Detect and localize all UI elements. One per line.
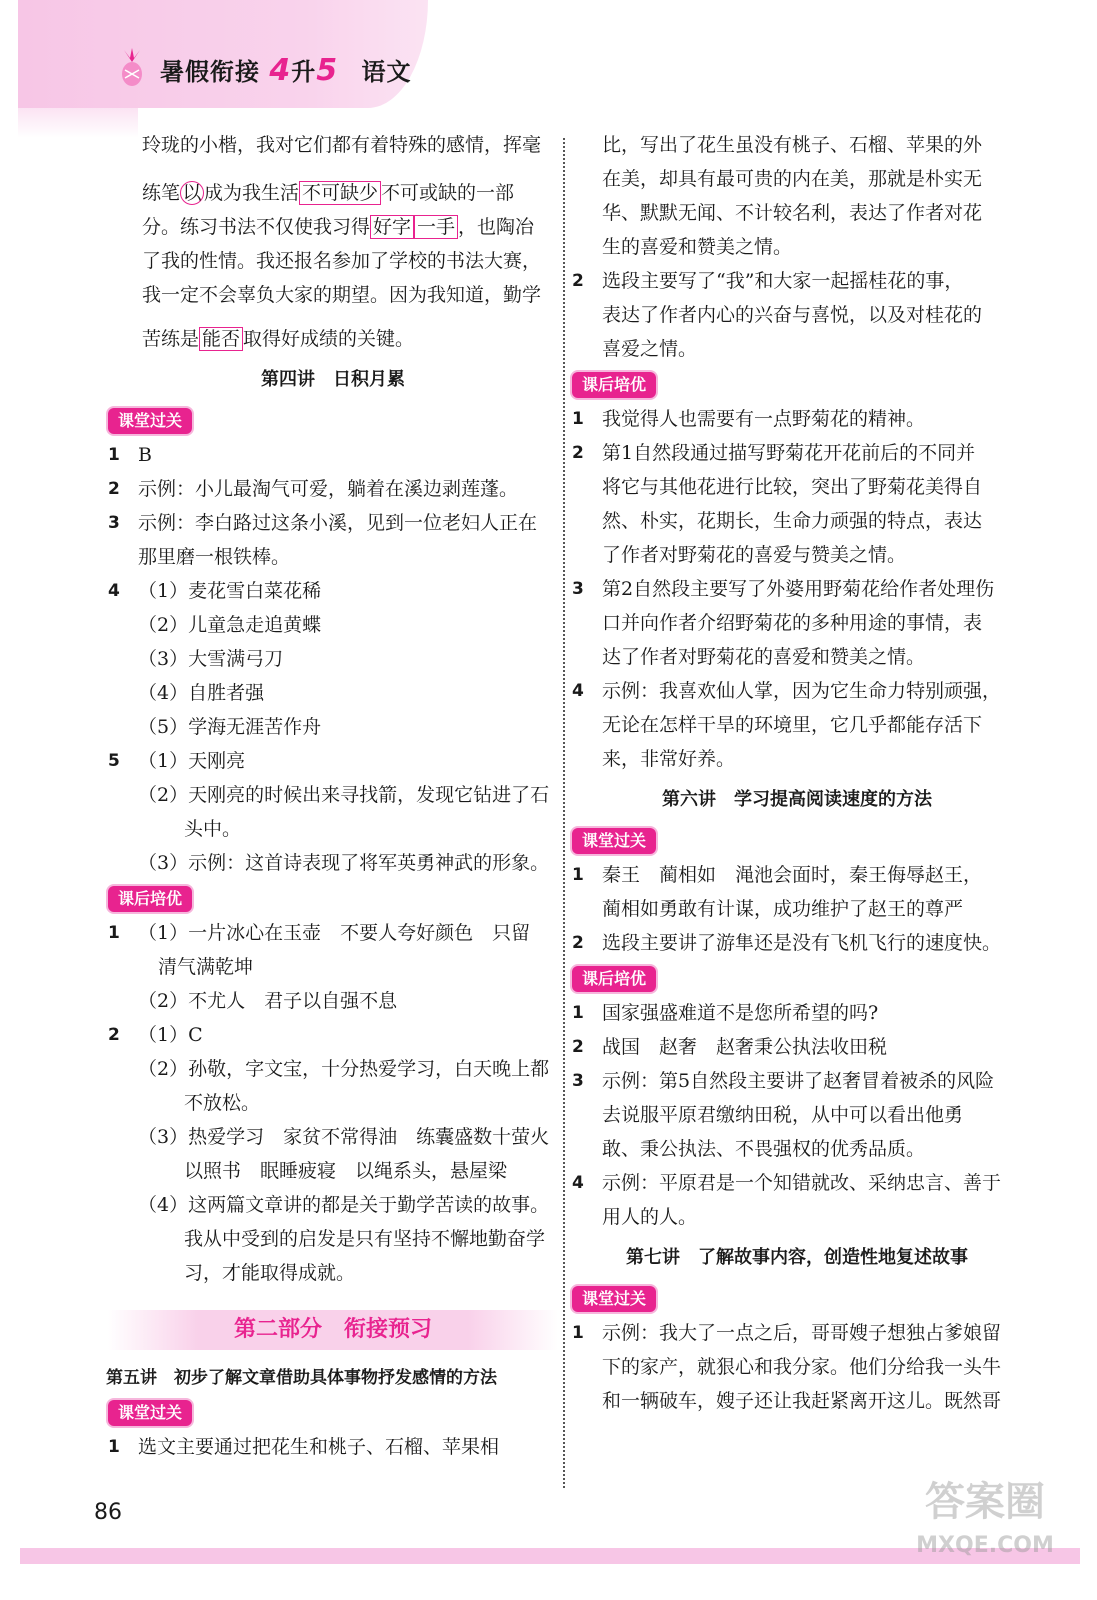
answer-sub: （2）孙敬，字文宝，十分热爱学习，白天晚上都 bbox=[138, 1058, 550, 1080]
answer-text: 在美，却具有最可贵的内在美，那就是朴实无 bbox=[602, 168, 983, 190]
text: 苦练是 bbox=[142, 328, 200, 350]
answer-sub bbox=[108, 1086, 558, 1120]
answer-sub bbox=[108, 812, 558, 846]
answer-text: 选文主要通过把花生和桃子、石榴、苹果相 bbox=[138, 1436, 500, 1458]
answer-text: 去说服平原君缴纳田税，从中可以看出他勇 bbox=[602, 1104, 964, 1126]
para-line: 了我的性情。我还报名参加了学校的书法大赛， bbox=[142, 250, 542, 272]
section-tag: 课后培优 bbox=[108, 886, 192, 912]
watermark-logo bbox=[900, 1480, 1070, 1568]
item-number: 1 bbox=[572, 1323, 584, 1343]
item-number: 1 bbox=[572, 409, 584, 429]
answer-text: （1）麦花雪白菜花稀 bbox=[138, 580, 322, 602]
answer-text: 战国 赵奢 赵奢秉公执法收田税 bbox=[602, 1036, 888, 1058]
section-tag: 课堂过关 bbox=[572, 1286, 656, 1312]
correction-box: 好字 bbox=[370, 215, 414, 239]
answer-cont-block bbox=[572, 128, 1022, 264]
answer-sub: （4）这两篇文章讲的都是关于勤学苦读的故事。 bbox=[138, 1194, 550, 1216]
answer-item bbox=[572, 996, 1022, 1030]
answer-text: 示例：平原君是一个知错就改、采纳忠言、善于 bbox=[602, 1172, 1002, 1194]
answer-text: 示例：小儿最淘气可爱，躺着在溪边剥莲蓬。 bbox=[138, 478, 519, 500]
section-title: 第四讲 日积月累 bbox=[261, 369, 405, 390]
answer-text: 示例：我大了一点之后，哥哥嫂子想独占爹娘留 bbox=[602, 1322, 1002, 1344]
answer-text: 秦王 蔺相如 渑池会面时，秦王侮辱赵王， bbox=[602, 864, 983, 886]
pineapple-logo-icon bbox=[112, 48, 152, 88]
answer-text: 第1自然段通过描写野菊花开花前后的不同并 bbox=[602, 442, 976, 464]
answer-cont: 以照书 眠睡疲寝 以绳系头，悬屋梁 bbox=[184, 1160, 508, 1182]
answer-text: 选段主要讲了游隼还是没有飞机飞行的速度快。 bbox=[602, 932, 1002, 954]
grade-a: 4 bbox=[269, 53, 292, 88]
para-line: 玲珑的小楷，我对它们都有着特殊的感情，挥毫 bbox=[142, 134, 542, 156]
answer-text: 用人的人。 bbox=[602, 1206, 698, 1228]
answer-item bbox=[572, 926, 1022, 960]
answer-item bbox=[108, 506, 558, 574]
item-number: 2 bbox=[108, 1025, 120, 1045]
answer-text: 示例：李白路过这条小溪，见到一位老妇人正在 bbox=[138, 512, 538, 534]
answer-text: （1）一片冰心在玉壶 不要人夸好颜色 只留 bbox=[138, 922, 531, 944]
right-column bbox=[572, 128, 1022, 1418]
answer-text: 无论在怎样干旱的环境里，它几乎都能存活下 bbox=[602, 714, 983, 736]
para-line: 我一定不会辜负大家的期望。因为我知道，勤学 bbox=[142, 284, 542, 306]
answer-text: 喜爱之情。 bbox=[602, 338, 698, 360]
part-two-banner: 第二部分 衔接预习 bbox=[108, 1310, 558, 1350]
item-number: 3 bbox=[572, 579, 584, 599]
answer-text: 敢、秉公执法、不畏强权的优秀品质。 bbox=[602, 1138, 926, 1160]
header-title bbox=[160, 52, 411, 88]
answer-sub: （3）大雪满弓刀 bbox=[138, 648, 284, 670]
item-number: 1 bbox=[572, 1003, 584, 1023]
answer-sub bbox=[108, 1154, 558, 1188]
answer-text: （1）C bbox=[138, 1024, 203, 1046]
answer-item bbox=[572, 572, 1022, 674]
text: 分。练习书法不仅使我习得 bbox=[142, 216, 371, 238]
item-number: 2 bbox=[572, 271, 584, 291]
answer-sub: （2）天刚亮的时候出来寻找箭，发现它钻进了石 bbox=[138, 784, 550, 806]
answer-text: 口并向作者介绍野菊花的多种用途的事情，表 bbox=[602, 612, 983, 634]
answer-text: 了作者对野菊花的喜爱与赞美之情。 bbox=[602, 544, 907, 566]
subject: 语文 bbox=[361, 58, 412, 86]
watermark-bottom: MXQE.COM bbox=[916, 1533, 1054, 1558]
correction-box: 一手 bbox=[414, 215, 458, 239]
answer-item bbox=[572, 1166, 1022, 1234]
text: 取得好成绩的关键。 bbox=[243, 328, 415, 350]
answer-item bbox=[108, 916, 558, 950]
item-number: 4 bbox=[108, 581, 120, 601]
answer-text: 表达了作者内心的兴奋与喜悦，以及对桂花的 bbox=[602, 304, 983, 326]
answer-text: 生的喜爱和赞美之情。 bbox=[602, 236, 793, 258]
answer-text: 我觉得人也需要有一点野菊花的精神。 bbox=[602, 408, 926, 430]
para-line bbox=[142, 176, 558, 210]
answer-sub: （2）儿童急走追黄蝶 bbox=[138, 614, 322, 636]
section-title: 第七讲 了解故事内容，创造性地复述故事 bbox=[626, 1247, 968, 1268]
item-number: 3 bbox=[108, 513, 120, 533]
answer-text: 那里磨一根铁棒。 bbox=[138, 546, 291, 568]
answer-text: 达了作者对野菊花的喜爱和赞美之情。 bbox=[602, 646, 926, 668]
text: 练笔 bbox=[142, 182, 181, 204]
item-number: 1 bbox=[572, 865, 584, 885]
series-name: 暑假衔接 bbox=[160, 58, 260, 86]
answer-sub bbox=[108, 950, 558, 984]
item-number: 4 bbox=[572, 1173, 584, 1193]
answer-sub: （2）不尤人 君子以自强不息 bbox=[138, 990, 398, 1012]
correction-box: 不可缺少 bbox=[299, 181, 381, 205]
item-number: 2 bbox=[108, 479, 120, 499]
answer-item bbox=[108, 744, 558, 778]
item-number: 1 bbox=[108, 1437, 120, 1457]
answer-item bbox=[572, 858, 1022, 926]
answer-cont: 不放松。 bbox=[184, 1092, 261, 1114]
text: ，也陶冶 bbox=[458, 216, 535, 238]
answer-sub bbox=[108, 1256, 558, 1290]
text: 成为我生活 bbox=[204, 182, 300, 204]
watermark-top: 答案圈 bbox=[925, 1479, 1045, 1525]
answer-text: 然、朴实，花期长，生命力顽强的特点，表达 bbox=[602, 510, 983, 532]
answer-sub: （5）学海无涯苦作舟 bbox=[138, 716, 322, 738]
answer-sub bbox=[108, 1222, 558, 1256]
correction-box: 能否 bbox=[199, 327, 243, 351]
section-title: 第五讲 初步了解文章借助具体事物抒发感情的方法 bbox=[106, 1368, 497, 1388]
section-title: 第六讲 学习提高阅读速度的方法 bbox=[662, 789, 932, 810]
answer-item bbox=[572, 1064, 1022, 1166]
item-number: 3 bbox=[572, 1071, 584, 1091]
answer-item bbox=[572, 402, 1022, 436]
answer-text: 将它与其他花进行比较，突出了野菊花美得自 bbox=[602, 476, 983, 498]
answer-item bbox=[108, 1430, 558, 1464]
section-tag: 课堂过关 bbox=[572, 828, 656, 854]
column-divider bbox=[563, 138, 565, 1488]
answer-item bbox=[572, 1030, 1022, 1064]
para-line bbox=[142, 210, 558, 244]
section-tag: 课后培优 bbox=[572, 372, 656, 398]
answer-text: 示例：第5自然段主要讲了赵奢冒着被杀的风险 bbox=[602, 1070, 995, 1092]
para-line bbox=[142, 322, 558, 356]
answer-sub: （4）自胜者强 bbox=[138, 682, 265, 704]
item-number: 1 bbox=[108, 445, 120, 465]
answer-item bbox=[108, 438, 558, 472]
item-number: 2 bbox=[572, 443, 584, 463]
answer-cont: 我从中受到的启发是只有坚持不懈地勤奋学 bbox=[184, 1228, 546, 1250]
answer-text: 比，写出了花生虽没有桃子、石榴、苹果的外 bbox=[602, 134, 983, 156]
answer-text: 和一辆破车，嫂子还让我赶紧离开这儿。既然哥 bbox=[602, 1390, 1002, 1412]
answer-text: 示例：我喜欢仙人掌，因为它生命力特别顽强， bbox=[602, 680, 1002, 702]
answer-item bbox=[572, 674, 1022, 776]
grade-b: 5 bbox=[316, 53, 339, 88]
correction-circle: 以 bbox=[180, 181, 204, 205]
answer-text: 国家强盛难道不是您所希望的吗? bbox=[602, 1002, 879, 1024]
answer-text: 蔺相如勇敢有计谋，成功维护了赵王的尊严 bbox=[602, 898, 964, 920]
item-number: 2 bbox=[572, 1037, 584, 1057]
item-number: 4 bbox=[572, 681, 584, 701]
answer-item bbox=[108, 574, 558, 608]
answer-text: （1）天刚亮 bbox=[138, 750, 246, 772]
answer-text: 来，非常好养。 bbox=[602, 748, 736, 770]
answer-item bbox=[572, 264, 1022, 366]
answer-sub: （3）示例：这首诗表现了将军英勇神武的形象。 bbox=[138, 852, 550, 874]
grade-mid: 升 bbox=[291, 58, 317, 86]
item-number: 1 bbox=[108, 923, 120, 943]
answer-sub: （3）热爱学习 家贫不常得油 练囊盛数十萤火 bbox=[138, 1126, 550, 1148]
answer-cont: 习，才能取得成就。 bbox=[184, 1262, 356, 1284]
answer-item bbox=[572, 436, 1022, 572]
answer-text: 选段主要写了“我”和大家一起摇桂花的事， bbox=[602, 270, 964, 292]
item-number: 5 bbox=[108, 751, 120, 771]
answer-cont: 清气满乾坤 bbox=[158, 956, 254, 978]
text: 不可或缺的一部 bbox=[381, 182, 515, 204]
essay-paragraph bbox=[108, 128, 558, 356]
answer-cont: 头中。 bbox=[184, 818, 242, 840]
answer-text: B bbox=[138, 444, 152, 466]
page-number: 86 bbox=[94, 1500, 122, 1525]
answer-item bbox=[108, 1018, 558, 1052]
answer-text: 华、默默无闻、不计较名利，表达了作者对花 bbox=[602, 202, 983, 224]
left-column bbox=[108, 128, 558, 1464]
section-tag: 课后培优 bbox=[572, 966, 656, 992]
answer-item bbox=[572, 1316, 1022, 1418]
section-tag: 课堂过关 bbox=[108, 408, 192, 434]
answer-text: 第2自然段主要写了外婆用野菊花给作者处理伤 bbox=[602, 578, 995, 600]
section-tag: 课堂过关 bbox=[108, 1400, 192, 1426]
item-number: 2 bbox=[572, 933, 584, 953]
answer-text: 下的家产，就狠心和我分家。他们分给我一头牛 bbox=[602, 1356, 1002, 1378]
answer-item bbox=[108, 472, 558, 506]
